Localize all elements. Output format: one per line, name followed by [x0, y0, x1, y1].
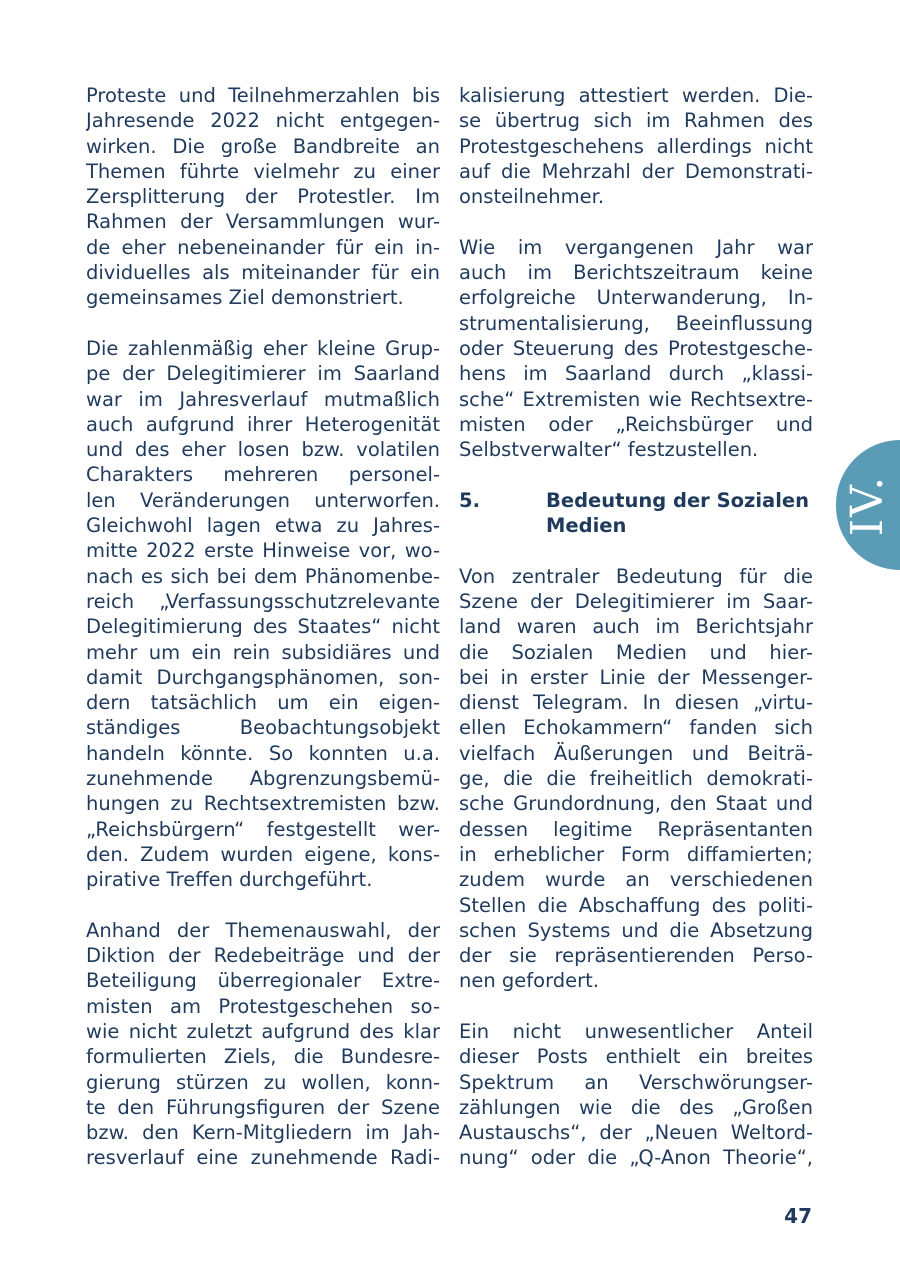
text-line: Protestgeschehens allerdings nicht — [459, 134, 813, 158]
text-line: resverlauf eine zunehmende Radi- — [86, 1146, 440, 1170]
text-line: auch aufgrund ihrer Heterogenität — [86, 412, 440, 436]
text-line: te den Führungsfiguren der Szene — [86, 1095, 440, 1119]
text-line: Selbstverwalter“ festzustellen. — [459, 438, 759, 462]
text-line: ellen Echokammern“ fanden sich — [459, 716, 813, 740]
left-column — [86, 83, 440, 1171]
text-line: auf die Mehrzahl der Demonstrati- — [459, 159, 813, 183]
text-line: damit Durchgangsphänomen, son- — [86, 665, 440, 689]
text-line: kalisierung attestiert werden. Die- — [459, 84, 813, 107]
text-line: „Reichsbürgern“ festgestellt wer- — [86, 817, 440, 841]
left-paragraph-2 — [86, 336, 440, 893]
text-line: Ein nicht unwesentlicher Anteil — [459, 1019, 813, 1043]
text-line: handeln könnte. So konnten u.a. — [86, 741, 440, 765]
right-paragraph-1 — [459, 83, 813, 209]
text-line: pe der Delegitimierer im Saarland — [86, 362, 440, 386]
text-line: misten am Protestgeschehen so- — [86, 994, 440, 1018]
text-line: nung“ oder die „Q-Anon Theorie“, — [459, 1146, 813, 1170]
text-line: auch im Berichtszeitraum keine — [459, 261, 813, 285]
text-line: die Sozialen Medien und hier- — [459, 640, 813, 664]
text-line: Von zentraler Bedeutung für die — [459, 564, 813, 588]
text-line: Gleichwohl lagen etwa zu Jahres- — [86, 514, 440, 538]
right-paragraph-2 — [459, 235, 813, 463]
text-line: zudem wurde an verschiedenen — [459, 868, 813, 892]
text-line: Szene der Delegitimierer im Saar- — [459, 589, 813, 613]
text-line: sche“ Extremisten wie Rechtsextre- — [459, 387, 813, 411]
text-line: misten oder „Reichsbürger und — [459, 412, 813, 436]
right-paragraph-4 — [459, 1019, 813, 1171]
text-line: mehr um ein rein subsidiäres und — [86, 640, 440, 664]
right-column — [459, 83, 813, 1171]
text-line: Jahresende 2022 nicht entgegen- — [86, 109, 440, 133]
text-line: mitte 2022 erste Hinweise vor, wo- — [86, 539, 440, 563]
text-line: formulierten Ziels, die Bundesre- — [86, 1045, 440, 1069]
text-line: war im Jahresverlauf mutmaßlich — [86, 387, 440, 411]
chapter-label: IV. — [842, 474, 894, 536]
text-line: ständiges Beobachtungsobjekt — [86, 716, 440, 740]
text-line: sche Grundordnung, den Staat und — [459, 792, 813, 816]
text-line: Themen führte vielmehr zu einer — [86, 159, 440, 183]
left-paragraph-1 — [86, 83, 440, 311]
section-title — [546, 488, 809, 539]
text-line: Proteste und Teilnehmerzahlen bis — [86, 84, 440, 107]
text-line: Austauschs“, der „Neuen Weltord- — [459, 1121, 813, 1145]
text-line: hungen zu Rechtsextremisten bzw. — [86, 792, 440, 816]
text-line: se übertrug sich im Rahmen des — [459, 109, 813, 133]
text-line: gierung stürzen zu wollen, konn- — [86, 1070, 440, 1094]
text-line: bzw. den Kern-Mitgliedern im Jah- — [86, 1121, 440, 1145]
text-line: erfolgreiche Unterwanderung, In- — [459, 286, 813, 310]
section-title-line-1: Bedeutung der Sozialen — [546, 488, 810, 512]
text-line: de eher nebeneinander für ein in- — [86, 235, 440, 259]
text-line: Delegitimierung des Staates“ nicht — [86, 615, 440, 639]
text-line: der sie repräsentierenden Perso- — [459, 944, 813, 968]
text-line: Anhand der Themenauswahl, der — [86, 918, 440, 942]
left-paragraph-3 — [86, 918, 440, 1171]
text-line: schen Systems und die Absetzung — [459, 918, 813, 942]
text-line: nen gefordert. — [459, 969, 599, 993]
paragraph-gap — [86, 893, 440, 918]
section-heading — [459, 488, 813, 539]
paragraph-gap — [459, 994, 813, 1019]
paragraph-gap — [459, 462, 813, 487]
text-line: nach es sich bei dem Phänomenbe- — [86, 564, 440, 588]
section-title-line-2: Medien — [546, 514, 627, 538]
text-line: wie nicht zuletzt aufgrund des klar — [86, 1019, 440, 1043]
paragraph-gap — [459, 538, 813, 563]
chapter-tab-label — [843, 463, 893, 547]
text-line: vielfach Äußerungen und Beiträ- — [459, 741, 813, 765]
text-line: Spektrum an Verschwörungser- — [459, 1070, 813, 1094]
text-line: land waren auch im Berichtsjahr — [459, 615, 813, 639]
text-line: reich „Verfassungsschutzrelevante — [86, 589, 440, 613]
text-line: dieser Posts enthielt ein breites — [459, 1045, 813, 1069]
section-number: 5. — [459, 488, 480, 512]
paragraph-gap — [86, 311, 440, 336]
text-line: Die zahlenmäßig eher kleine Grup- — [86, 336, 440, 360]
text-line: Wie im vergangenen Jahr war — [459, 235, 813, 259]
paragraph-gap — [459, 209, 813, 234]
text-line: zunehmende Abgrenzungsbemü- — [86, 767, 440, 791]
page-number: 47 — [784, 1204, 812, 1228]
text-line: dern tatsächlich um ein eigen- — [86, 691, 440, 715]
text-line: Charakters mehreren personel- — [86, 463, 440, 487]
text-line: und des eher losen bzw. volatilen — [86, 438, 440, 462]
text-line: wirken. Die große Bandbreite an — [86, 134, 440, 158]
text-line: in erheblicher Form diffamierten; — [459, 842, 813, 866]
text-line: strumentalisierung, Beeinflussung — [459, 311, 813, 335]
text-line: ge, die die freiheitlich demokrati- — [459, 767, 813, 791]
text-line: gemeinsames Ziel demonstriert. — [86, 286, 404, 310]
text-line: den. Zudem wurden eigene, kons- — [86, 842, 440, 866]
text-line: Beteiligung überregionaler Extre- — [86, 969, 440, 993]
text-line: bei in erster Linie der Messenger- — [459, 665, 813, 689]
text-line: hens im Saarland durch „klassi- — [459, 362, 813, 386]
text-line: dessen legitime Repräsentanten — [459, 817, 813, 841]
right-paragraph-3 — [459, 564, 813, 994]
text-line: zählungen wie die des „Großen — [459, 1095, 813, 1119]
text-line: Rahmen der Versammlungen wur- — [86, 210, 440, 234]
text-line: Stellen die Abschaffung des politi- — [459, 893, 813, 917]
text-line: oder Steuerung des Protestgesche- — [459, 336, 813, 360]
text-line: onsteilnehmer. — [459, 185, 605, 209]
text-line: dividuelles als miteinander für ein — [86, 261, 440, 285]
text-line: dienst Telegram. In diesen „virtu- — [459, 691, 813, 715]
text-line: pirative Treffen durchgeführt. — [86, 868, 373, 892]
text-line: Zersplitterung der Protestler. Im — [86, 185, 440, 209]
text-line: Diktion der Redebeiträge und der — [86, 944, 440, 968]
text-line: len Veränderungen unterworfen. — [86, 488, 440, 512]
